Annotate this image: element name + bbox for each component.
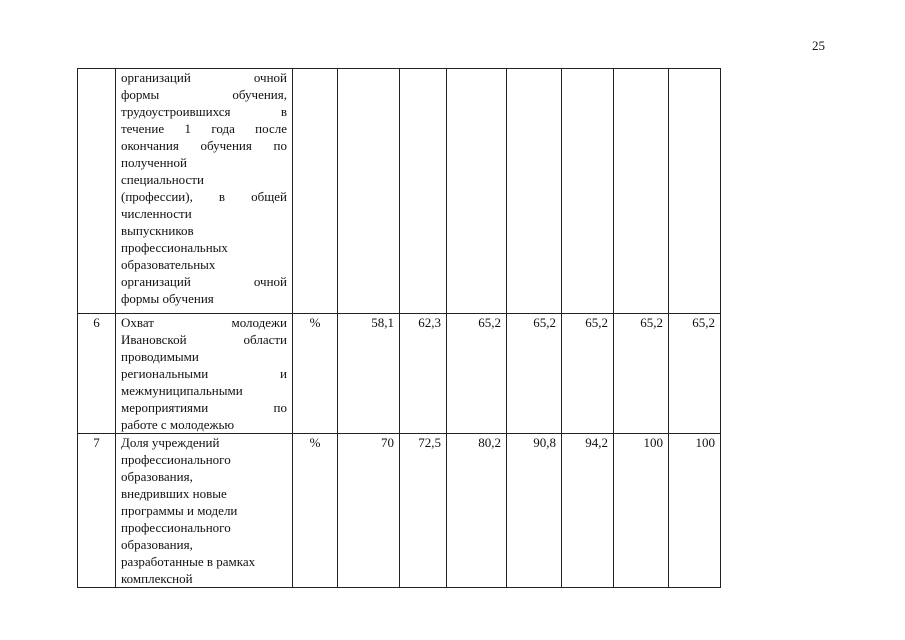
value-cell: 65,2 bbox=[669, 314, 721, 434]
value-cell: 62,3 bbox=[400, 314, 447, 434]
value-cell: 94,2 bbox=[562, 434, 614, 588]
description-line: образования, bbox=[121, 469, 193, 484]
description-line: мероприятиями по bbox=[121, 400, 287, 415]
row-number: 7 bbox=[78, 434, 116, 588]
description-line: Ивановской области bbox=[121, 332, 287, 347]
description-line: профессиональных bbox=[121, 240, 228, 255]
value-cell bbox=[338, 69, 400, 314]
description-line: программы и модели bbox=[121, 503, 238, 518]
indicator-description bbox=[116, 69, 293, 314]
description-line: разработанные в рамках bbox=[121, 554, 256, 569]
description-line: региональными и bbox=[121, 366, 287, 381]
description-line: профессионального bbox=[121, 452, 231, 467]
table-row bbox=[78, 69, 721, 314]
unit-cell: % bbox=[293, 434, 338, 588]
unit-cell bbox=[293, 69, 338, 314]
value-cell: 90,8 bbox=[507, 434, 562, 588]
description-line: специальности bbox=[121, 172, 204, 187]
value-cell: 65,2 bbox=[507, 314, 562, 434]
description-line: профессионального bbox=[121, 520, 231, 535]
unit-cell: % bbox=[293, 314, 338, 434]
value-cell bbox=[614, 69, 669, 314]
description-line: проводимыми bbox=[121, 349, 199, 364]
value-cell: 100 bbox=[614, 434, 669, 588]
description-line: Доля учреждений bbox=[121, 435, 220, 450]
value-cell: 65,2 bbox=[447, 314, 507, 434]
value-cell: 65,2 bbox=[562, 314, 614, 434]
description-line: межмуниципальными bbox=[121, 383, 243, 398]
description-line: выпускников bbox=[121, 223, 194, 238]
value-cell bbox=[669, 69, 721, 314]
description-line: полученной bbox=[121, 155, 187, 170]
description-line: Охват молодежи bbox=[121, 315, 287, 330]
row-number bbox=[78, 69, 116, 314]
value-cell bbox=[400, 69, 447, 314]
table-row bbox=[78, 314, 721, 434]
indicators-table bbox=[77, 68, 721, 588]
description-line: формы обучения, bbox=[121, 87, 287, 102]
description-line: трудоустроившихся в bbox=[121, 104, 287, 119]
description-line: численности bbox=[121, 206, 192, 221]
value-cell bbox=[507, 69, 562, 314]
description-line: комплексной bbox=[121, 571, 193, 586]
description-line: окончания обучения по bbox=[121, 138, 287, 153]
table-row bbox=[78, 434, 721, 588]
row-number: 6 bbox=[78, 314, 116, 434]
description-line: организаций очной bbox=[121, 274, 287, 289]
value-cell: 58,1 bbox=[338, 314, 400, 434]
value-cell bbox=[562, 69, 614, 314]
value-cell: 65,2 bbox=[614, 314, 669, 434]
description-line: формы обучения bbox=[121, 291, 214, 306]
description-line: работе с молодежью bbox=[121, 417, 235, 432]
page-number: 25 bbox=[812, 38, 825, 53]
value-cell: 70 bbox=[338, 434, 400, 588]
description-line: организаций очной bbox=[121, 70, 287, 85]
description-line: внедривших новые bbox=[121, 486, 227, 501]
description-line: (профессии), в общей bbox=[121, 189, 287, 204]
value-cell bbox=[447, 69, 507, 314]
value-cell: 72,5 bbox=[400, 434, 447, 588]
description-line: образовательных bbox=[121, 257, 216, 272]
indicator-description bbox=[116, 434, 293, 588]
description-line: образования, bbox=[121, 537, 193, 552]
value-cell: 80,2 bbox=[447, 434, 507, 588]
value-cell: 100 bbox=[669, 434, 721, 588]
description-line: течение 1 года после bbox=[121, 121, 287, 136]
indicator-description bbox=[116, 314, 293, 434]
